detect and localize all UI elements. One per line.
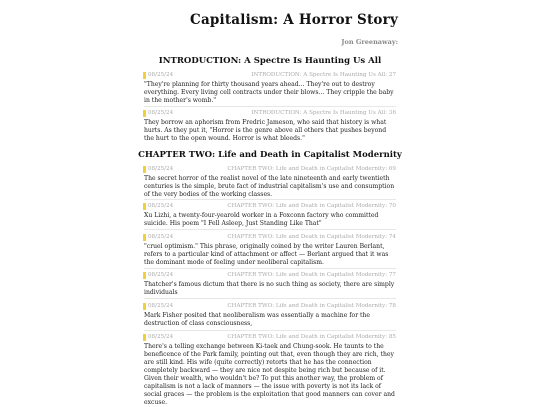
note-header: [144, 110, 396, 118]
note-location: CHAPTER TWO: Life and Death in Capitalist Modernity: 69: [227, 166, 396, 172]
note-location: INTRODUCTION: A Spectre Is Haunting Us All: 27: [251, 72, 396, 78]
note-location: CHAPTER TWO: Life and Death in Capitalist Modernity: 77: [227, 272, 396, 278]
note-header: [144, 272, 396, 280]
note-location: CHAPTER TWO: Life and Death in Capitalist Modernity: 70: [227, 203, 396, 209]
note-location: CHAPTER TWO: Life and Death in Capitalist Modernity: 78: [227, 303, 396, 309]
note-location: CHAPTER TWO: Life and Death in Capitalist Modernity: 74: [227, 234, 396, 240]
highlight-note[interactable]: [144, 303, 396, 328]
note-header: [144, 334, 396, 342]
note-text: They borrow an aphorism from Fredric Jameson, who said that history is what hurts. As they put it, "Horror is the genre above all others that pushes beyond the hurt to the open wound. Horror is what bleeds.": [144, 119, 387, 142]
note-header: [144, 303, 396, 311]
note-text: Xu Lizhi, a twenty-four-yearold worker in a Foxconn factory who committed suicide. His poem "I Fell Asleep, Just Standing Like That": [144, 212, 379, 227]
note-header: [144, 166, 396, 174]
note-header: [144, 203, 396, 211]
note-date: 08/25/24: [148, 72, 174, 78]
chapter-heading: CHAPTER TWO: Life and Death in Capitalist Modernity: [138, 150, 402, 160]
note-text: "cruel optimism." This phrase, originally coined by the writer Lauren Berlant, refers to a particular kind of attachment or affect — Berlant argued that it was the dominant mode of feeling under neoliberal capitalism.: [144, 243, 389, 266]
note-date: 08/25/24: [148, 303, 174, 309]
highlight-note[interactable]: [144, 203, 396, 228]
note-location: CHAPTER TWO: Life and Death in Capitalist Modernity: 85: [227, 334, 396, 340]
note-header: [144, 234, 396, 242]
note-date: 08/25/24: [148, 110, 174, 116]
author-name: Jon Greenaway:: [341, 38, 398, 46]
note-divider: [144, 106, 396, 107]
note-text: "They're planning for thirty thousand years ahead... They're out to destroy everything. Every living cell contracts under their blows... They cripple the baby in the mother's womb.": [144, 81, 394, 104]
highlight-marker-icon: [143, 110, 146, 117]
note-text: The secret horror of the realist novel of the late nineteenth and early twentieth centuries is the simple, brute fact of industrial capitalism's use and consumption of the very bodies of the working classes.: [144, 175, 395, 198]
highlight-marker-icon: [143, 334, 146, 341]
highlight-marker-icon: [143, 72, 146, 79]
highlight-note[interactable]: [144, 334, 396, 407]
note-date: 08/25/24: [148, 166, 174, 172]
highlight-marker-icon: [143, 272, 146, 279]
note-text: Thatcher's famous dictum that there is no such thing as society, there are simply individuals: [144, 281, 395, 296]
note-header: [144, 72, 396, 80]
note-date: 08/25/24: [148, 272, 174, 278]
note-divider: [144, 330, 396, 331]
note-text: Mark Fisher posited that neoliberalism was essentially a machine for the destruction of class consciousness,: [144, 312, 371, 327]
book-title: Capitalism: A Horror Story: [190, 12, 398, 28]
note-date: 08/25/24: [148, 234, 174, 240]
highlight-note[interactable]: [144, 166, 396, 199]
highlight-marker-icon: [143, 203, 146, 210]
note-location: INTRODUCTION: A Spectre Is Haunting Us All: 36: [251, 110, 396, 116]
highlight-note[interactable]: [144, 72, 396, 105]
note-text: There's a telling exchange between Ki-taek and Chung-sook. He taunts to the beneficence of the Park family, pointing out that, even though they are rich, they are still kind. His wife (quite correctly) retorts that he has the connection completely backward — they are nice not despite being rich but because of it. Given their wealth, who wouldn't be? To put this another way, the problem of capitalism is not a lack of manners — the issue with poverty is not its lack of social graces — the problem is the exploitation that good manners can cover and excuse.: [144, 343, 395, 406]
note-divider: [144, 229, 396, 230]
highlight-marker-icon: [143, 303, 146, 310]
highlight-note[interactable]: [144, 110, 396, 143]
note-divider: [144, 298, 396, 299]
highlight-marker-icon: [143, 234, 146, 241]
highlight-note[interactable]: [144, 234, 396, 267]
note-date: 08/25/24: [148, 203, 174, 209]
highlight-marker-icon: [143, 166, 146, 173]
note-divider: [144, 268, 396, 269]
chapter-heading: INTRODUCTION: A Spectre Is Haunting Us All: [158, 56, 382, 66]
note-divider: [144, 199, 396, 200]
highlight-note[interactable]: [144, 272, 396, 297]
note-date: 08/25/24: [148, 334, 174, 340]
